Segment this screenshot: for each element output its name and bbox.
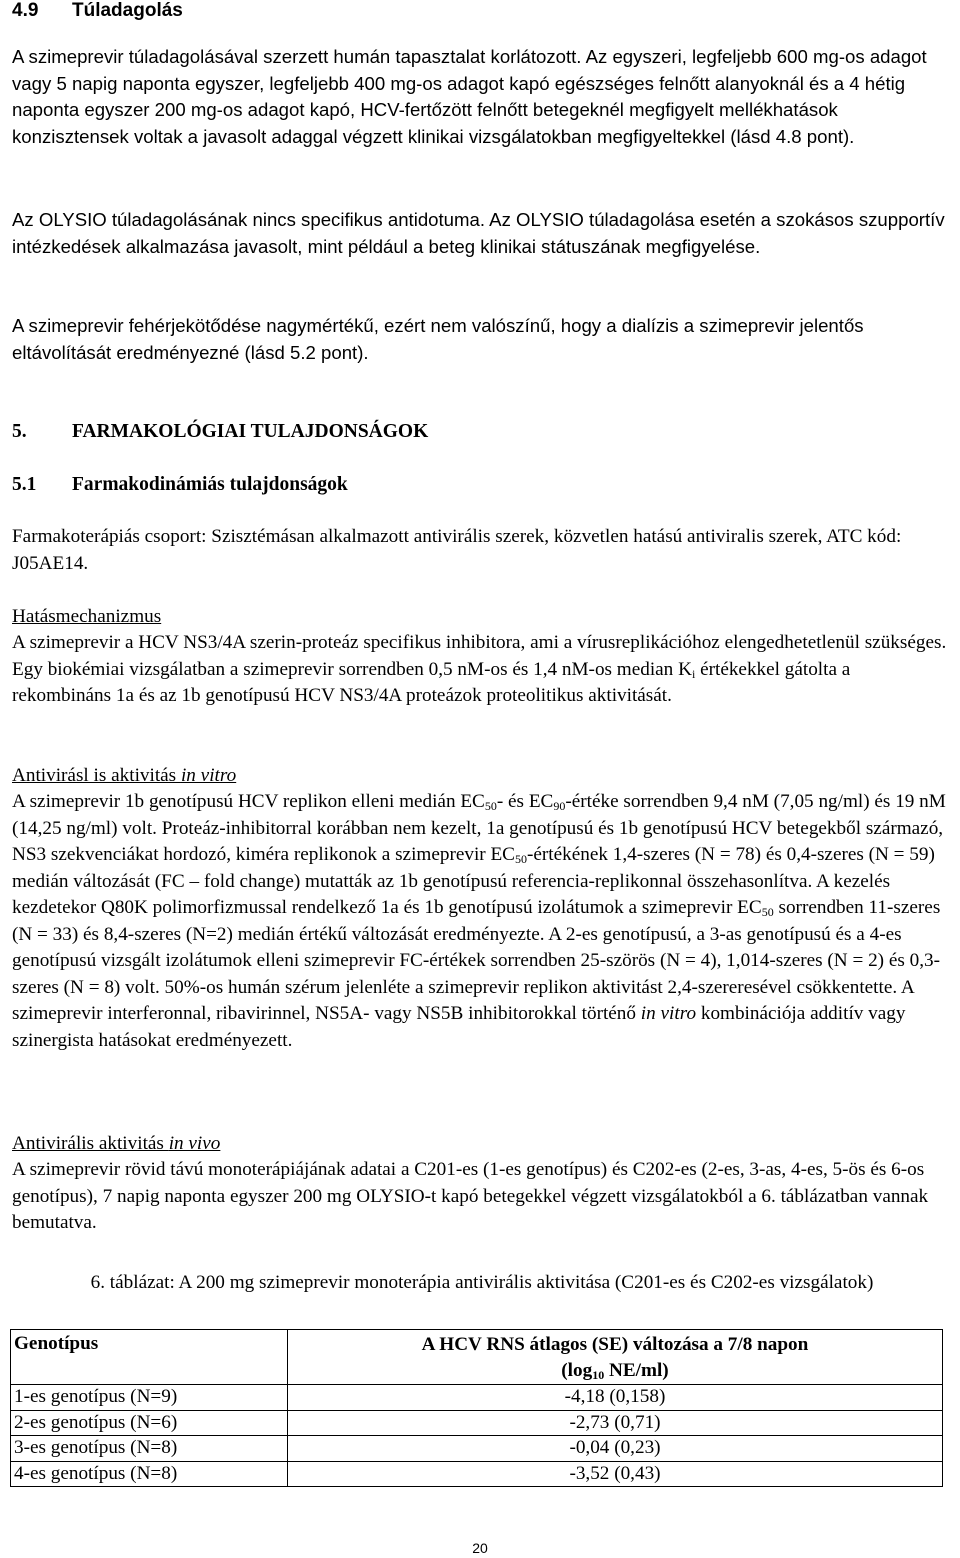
table-row: [11, 1410, 943, 1436]
in-vivo-heading-text: Antivirális aktivitás: [12, 1133, 169, 1154]
rna-change-header: [288, 1330, 943, 1385]
mechanism-paragraph: [12, 630, 952, 710]
overdose-paragraph-2: Az OLYSIO túladagolásának nincs specifikus antidotuma. Az OLYSIO túladagolása esetén a szokásos szupportív intézkedések alkalmazása javasolt, mint például a beteg klinikai státuszának megfigyelése.: [12, 209, 945, 257]
in-vitro-text-6: kombinációja additív vagy szinergista hatásokat eredményezett.: [12, 1003, 906, 1051]
in-vitro-text-5: sorrendben 11-szeres (N = 33) és 8,4-szeres (N=2) medián értékű változását eredményezte. A 2-es genotípusú, a 3-as genotípusú és a 4-es genotípusú vizsgált izolátumok elleni szimeprevir FC-értékek sorrendben 25-szörös (N = 4), 1,014-szeres (N = 2) és 0,3-szeres (N = 8) volt. 50%-os humán szérum jelenléte a szimeprevir replikon aktivitást 2,4-szereresével csökkentette. A szimeprevir interferonnal, ribavirinnel, NS5A- vagy NS5B inhibitorokkal történő: [12, 897, 941, 1024]
ec50-subscript: 50: [484, 799, 497, 813]
section-number: 4.9: [12, 0, 39, 21]
in-vitro-paragraph: [12, 789, 952, 1054]
table-caption: 6. táblázat: A 200 mg szimeprevir monoterápia antivirális aktivitása (C201-es és C202-es vizsgálatok): [90, 1272, 874, 1293]
section-title: FARMAKOLÓGIAI TULAJDONSÁGOK: [72, 421, 429, 442]
section-5-1-heading: [12, 472, 952, 498]
table-row: [11, 1461, 943, 1487]
page-number: 20: [472, 1540, 488, 1556]
genotype-header: Genotípus: [11, 1330, 288, 1385]
results-table-wrap: [10, 1329, 950, 1487]
mechanism-text-2: értékekkel gátolta a rekombináns 1a és az 1b genotípusú HCV NS3/4A proteázok proteolitikus aktivitását.: [12, 658, 851, 706]
in-vitro-heading-italic: in vitro: [180, 765, 237, 786]
genotype-cell: 3-es genotípus (N=8): [11, 1436, 288, 1462]
mechanism-heading: Hatásmechanizmus: [12, 606, 162, 627]
in-vitro-text-3: -értéke sorrendben 9,4 nM (7,05 ng/ml) és 19 nM (14,25 ng/ml) volt. Proteáz-inhibitorral korábban nem kezelt, 1a genotípusú és 1b genotípusú HCV betegekből származó, NS3 szekvenciákat hordozó, kiméra replikonok a szimeprevir EC: [12, 791, 946, 865]
log-subscript: 10: [592, 1368, 605, 1382]
genotype-cell: 1-es genotípus (N=9): [11, 1385, 288, 1411]
in-vivo-heading: [12, 1131, 952, 1158]
genotype-cell: 2-es genotípus (N=6): [11, 1410, 288, 1436]
in-vitro-text-4: -értékének 1,4-szeres (N = 78) és 0,4-szeres (N = 59) medián változását (FC – fold change) mutatták az 1b genotípusú referencia-replikonnal összehasonlítva. A kezelés kezdetekor Q80K polimorfizmussal rendelkező 1a és 1b genotípusú izolátumok a szimeprevir EC: [12, 844, 935, 918]
in-vitro-heading: [12, 763, 952, 790]
value-cell: -2,73 (0,71): [288, 1410, 943, 1436]
section-title: Túladagolás: [72, 0, 183, 21]
table-row: [11, 1436, 943, 1462]
section-number: 5.: [12, 421, 27, 442]
overdose-paragraph-3: A szimeprevir fehérjekötődése nagymértékű, ezért nem valószínű, hogy a dialízis a szimeprevir jelentős eltávolítását eredményezné (lásd 5.2 pont).: [12, 315, 864, 363]
mechanism-text-1: A szimeprevir a HCV NS3/4A szerin-proteáz specifikus inhibitora, ami a vírusreplikációhoz elengedhetetlenül szükséges. Egy biokémiai vizsgálatban a szimeprevir sorrendben 0,5 nM-os és 1,4 nM-os median K: [12, 632, 947, 680]
table-row: [11, 1385, 943, 1411]
rna-header-line-1: A HCV RNS átlagos (SE) változása a 7/8 napon: [421, 1334, 809, 1355]
rna-header-log: (log: [561, 1360, 593, 1381]
ec90-subscript: 90: [553, 799, 566, 813]
ec50-subscript: 50: [514, 852, 527, 866]
in-vitro-text-2: - és EC: [496, 791, 554, 812]
section-title: Farmakodinámiás tulajdonságok: [72, 474, 348, 495]
ec50-subscript: 50: [761, 905, 774, 919]
results-table: [10, 1329, 943, 1487]
in-vitro-italic: in vitro: [640, 1003, 697, 1024]
section-number: 5.1: [12, 474, 37, 495]
overdose-paragraph-1: A szimeprevir túladagolásával szerzett humán tapasztalat korlátozott. Az egyszeri, legfeljebb 600 mg-os adagot vagy 5 napig naponta egyszer, legfeljebb 400 mg-os adagot kapó egészséges felnőtt alanyoknál és a 4 hétig naponta egyszer 200 mg-os adagot kapó, HCV-fertőzött felnőtt betegeknél megfigyelt mellékhatások konzisztensek voltak a javasolt adaggal végzett klinikai vizsgálatokban megfigyeltekkel (lásd 4.8 pont).: [12, 46, 927, 147]
value-cell: -0,04 (0,23): [288, 1436, 943, 1462]
ki-subscript: i: [691, 666, 696, 681]
section-5-heading: [12, 419, 952, 445]
in-vivo-heading-italic: in vivo: [168, 1133, 221, 1154]
pharmacotherapy-group-paragraph: Farmakoterápiás csoport: Szisztémásan alkalmazott antivirális szerek, közvetlen hatású antiviralis szerek, ATC kód: J05AE14.: [12, 526, 902, 574]
in-vitro-text-1: A szimeprevir 1b genotípusú HCV replikon elleni medián EC: [12, 791, 485, 812]
genotype-cell: 4-es genotípus (N=8): [11, 1461, 288, 1487]
section-4-9-heading: [12, 0, 952, 22]
value-cell: -3,52 (0,43): [288, 1461, 943, 1487]
table-header-row: [11, 1330, 943, 1385]
rna-header-unit: NE/ml): [604, 1360, 669, 1381]
in-vivo-paragraph: A szimeprevir rövid távú monoterápiájának adatai a C201-es (1-es genotípus) és C202-es (2-es, 3-as, 4-es, 5-ös és 6-os genotípus), 7 napig naponta egyszer 200 mg OLYSIO-t kapó betegekkel végzett vizsgálatokból a 6. táblázatban vannak bemutatva.: [12, 1159, 929, 1233]
in-vitro-heading-text: Antivirásl is aktivitás: [12, 765, 181, 786]
value-cell: -4,18 (0,158): [288, 1385, 943, 1411]
